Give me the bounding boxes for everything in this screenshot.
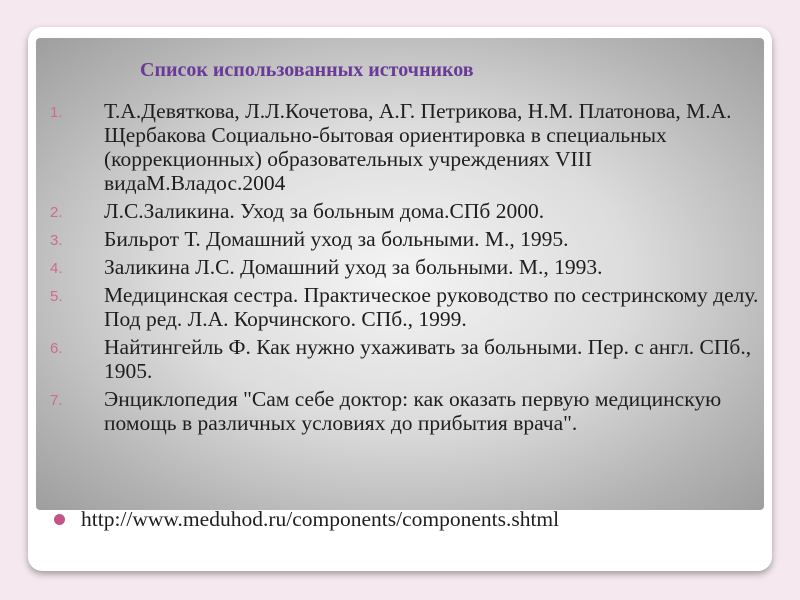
source-item-5: [50, 283, 765, 331]
source-number: 7.: [50, 392, 63, 409]
link-row: [54, 507, 559, 531]
source-text: Найтингейль Ф. Как нужно ухаживать за больными. Пер. с англ. СПб., 1905.: [104, 335, 752, 383]
source-item-7: [50, 387, 765, 435]
source-number: 5.: [50, 288, 63, 305]
source-item-2: [50, 199, 765, 223]
source-item-4: [50, 255, 765, 279]
source-number: 6.: [50, 340, 63, 357]
source-text: Энциклопедия "Сам себе доктор: как оказать первую медицинскую помощь в различных условиях до прибытия врача".: [104, 387, 722, 435]
sources-list: [50, 99, 765, 439]
source-number: 3.: [50, 232, 63, 249]
source-text: Л.С.Заликина. Уход за больным дома.СПб 2000.: [104, 199, 545, 223]
source-text: Медицинская сестра. Практическое руководство по сестринскому делу. Под ред. Л.А. Корчинского. СПб., 1999.: [104, 283, 759, 331]
source-number: 4.: [50, 260, 63, 277]
source-number: 1.: [50, 104, 63, 121]
source-number: 2.: [50, 204, 63, 221]
source-text: Заликина Л.С. Домашний уход за больными. М., 1993.: [104, 255, 603, 279]
source-item-3: [50, 227, 765, 251]
source-link[interactable]: http://www.meduhod.ru/components/components.shtml: [81, 507, 560, 531]
source-text: Т.А.Девяткова, Л.Л.Кочетова, А.Г. Петрикова, Н.М. Платонова, М.А. Щербакова Социально-бытовая ориентировка в специальных (коррекционных) образовательных учреждениях VIII видаМ.Владос.2004: [104, 99, 732, 195]
slide-title: Список использованных источников: [140, 59, 474, 81]
source-text: Бильрот Т. Домашний уход за больными. М., 1995.: [104, 227, 569, 251]
bullet-dot-icon: [54, 514, 65, 525]
source-item-1: [50, 99, 765, 195]
source-item-6: [50, 335, 765, 383]
